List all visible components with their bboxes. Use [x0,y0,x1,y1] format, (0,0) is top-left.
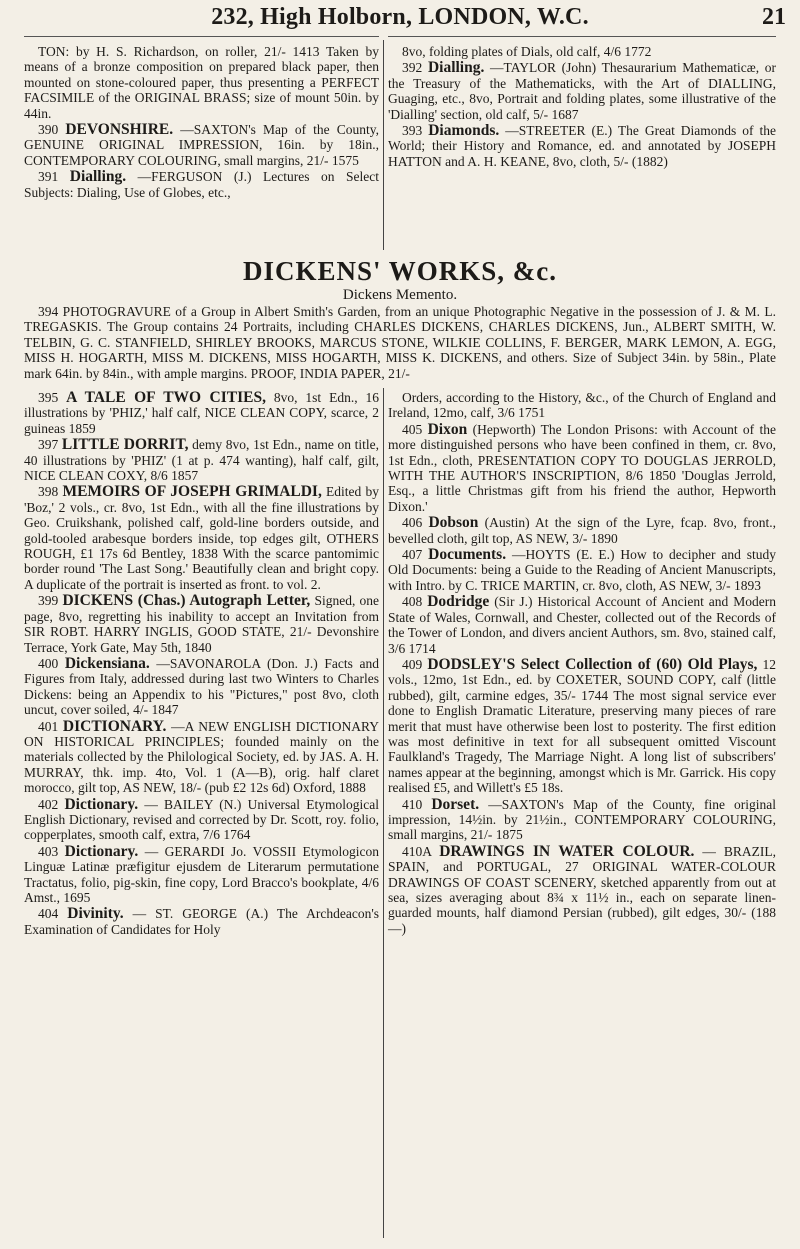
catalogue-entry [24,122,379,168]
catalogue-entry [24,390,379,436]
entry-heading: Dodridge [427,593,490,611]
entry-number: 399 [38,593,63,609]
header-rule-left [24,36,379,37]
entry-heading: Dictionary. [64,842,139,860]
catalogue-entry [388,797,776,843]
entry-text: —HOYTS (E. E.) How to decipher and study Old Documents: being a Guide to the Reading of Ancient Manuscripts, with Intro. by C. TRICE MARTIN, cr. 8vo, cloth, AS NEW, 3/- 1893 [388,547,776,593]
page-number: 21 [762,4,786,30]
catalogue-entry [24,169,379,200]
dickens-section [24,256,776,382]
page-header [0,4,800,32]
catalogue-entry [24,484,379,592]
entry-text: —SAVONAROLA (Don. J.) Facts and Figures from Italy, addressed during last two Winters to Charles Dickens: being an Appendix to his "Pictures," post 8vo, cloth uncut, cover soiled, 4/- 1847 [24,655,379,718]
entry-heading: Dixon [427,420,468,438]
catalogue-entry [24,844,379,906]
right-column [388,390,776,937]
catalogue-entry [24,437,379,483]
entry-heading: Dickensiana. [64,654,150,672]
entry-heading: Documents. [428,546,507,564]
entry-text: —SAXTON's Map of the County, fine original impression, 14½in. by 21½in., CONTEMPORARY COLOURING, small margins, 21/- 1875 [388,796,777,843]
catalogue-entry [24,593,379,655]
left-column [24,390,379,938]
entry-text: Edited by 'Boz,' 2 vols., cr. 8vo, 1st Edn., with all the fine illustrations by Geo. Cruikshank, polished calf, gold-line borders outside, and gold-tooled arabesque borders inside, top edges gilt, OTHERS ROUGH, £1 17s 6d Bentley, 1838 With the scarce pantomimic border round 'The Last Song.' Beautifully clean and bright copy. A duplicate of the portrait is inserted as front. to vol. 2. [24,484,379,592]
entry-text: 12 vols., 12mo, 1st Edn., ed. by COXETER, SOUND COPY, calf (little rubbed), gilt, carmine edges, 35/- 1744 The most signal service ever done to English Dramatic Literature, preserving many pieces of rare merit that must have otherwise been lost to posterity. The first edition was most definitive in text for all subsequent omitted Viscount Faulkland's Tragedy, The Marriage Night. A long list of subscribers' names appear at the beginning, amongst which is Mr. Garrick. His copy realised £5, and Willett's £5 18s. [388,656,776,796]
entry-number: 407 [402,547,429,563]
entry-number: 401 [38,718,63,734]
catalogue-entry [388,844,776,936]
catalogue-entry [24,656,379,718]
entry-number: 410A [402,843,440,859]
entry-text: (Austin) At the sign of the Lyre, fcap. 8vo, front., bevelled cloth, gilt top, AS NEW, 3/- 1890 [388,515,777,546]
entry-number: 406 [402,515,429,531]
catalogue-entry [24,797,379,843]
entry-number: 400 [38,655,65,671]
entry-text: —SAXTON's Map of the County, GENUINE ORIGINAL IMPRESSION, 16in. by 18in., CONTEMPORARY COLOURING, small margins, 21/- 1575 [24,122,380,168]
page-title: 232, High Holborn, LONDON, W.C. [211,4,589,30]
catalogue-entry [388,657,776,796]
entry-number: 392 [402,60,428,76]
entry-heading: Dialling. [427,59,485,77]
top-right-column [388,44,776,170]
entry-heading: DEVONSHIRE. [65,121,174,139]
entry-heading: LITTLE DORRIT, [61,436,189,454]
entry-number: 409 [402,656,428,672]
entry-text: — ST. GEORGE (A.) The Archdeacon's Examination of Candidates for Holy [24,906,380,937]
entry-number: 393 [402,123,429,139]
entry-text: —FERGUSON (J.) Lectures on Select Subjects: Dialing, Use of Globes, etc., [24,169,380,200]
top-left-column [24,44,379,201]
catalogue-entry [24,906,379,937]
entry-text: (Sir J.) Historical Account of Ancient and Modern State of Wales, Cornwall, and Chester, collected out of the Records of the Tower of London, and divers ancient Authors, sm. 8vo, stained calf, 3/6 1714 [388,594,776,656]
entry-number: 390 [38,122,66,138]
entry-text: —STREETER (E.) The Great Diamonds of the World; their History and Romance, ed. and annotated by JOSEPH HATTON and A. H. KEANE, 8vo, cloth, 5/- (1882) [388,123,776,169]
entry-heading: A TALE OF TWO CITIES, [66,389,266,406]
entry-text: —TAYLOR (John) Thesaurarium Mathematicæ, or the Treasury of the Mathematicks, with the Art of DIALLING, Guaging, etc., 8vo, Portrait and folding plates, some illustrative of the 'Dialling' section, old calf, 5/- 1687 [388,60,777,122]
catalogue-entry [388,547,776,593]
catalogue-entry [388,422,776,514]
entry-text: — BAILEY (N.) Universal Etymological English Dictionary, revised and corrected by Dr. Scott, roy. folio, copperplates, smooth calf, extra, 7/6 1764 [24,796,380,843]
catalogue-entry [388,123,776,169]
catalogue-entry [388,44,776,59]
entry-number: 408 [402,594,428,610]
entry-text: 8vo, folding plates of Dials, old calf, 4/6 1772 [402,44,652,59]
entry-text: demy 8vo, 1st Edn., name on title, 40 illustrations by 'PHIZ' (1 at p. 474 wanting), half calf, gilt, NICE CLEAN COXY, 8/6 1857 [24,437,380,484]
entry-heading: Dorset. [431,795,480,813]
entry-text: Signed, one page, 8vo, regretting his inability to accept an Invitation from SIR ROBT. HARRY INGLIS, GOOD STATE, 21/- Devonshire Terrace, York Gate, May 5th, 1840 [24,593,380,655]
entry-text: (Hepworth) The London Prisons: with Account of the more distinguished persons who have been confined in them, cr. 8vo, 1st Edn., cloth, PRESENTATION COPY TO DOUGLAS JERROLD, WITH THE AUTHOR'S INSCRIPTION, 8/6 1850 'Douglas Jerrold, Esq., a little Christmas gift from his friend the author, Hepworth Dixon.' [388,421,777,514]
entry-heading: Divinity. [67,905,124,923]
column-separator-lower [383,388,384,1238]
entry-number: 398 [38,484,63,500]
entry-heading: DODSLEY'S Select Collection of (60) Old Plays, [427,655,758,673]
entry-text: Orders, according to the History, &c., of the Church of England and Ireland, 12mo, calf, 3/6 1751 [388,390,776,421]
column-separator [383,40,384,250]
catalogue-entry [388,515,776,546]
entry-text: — GERARDI Jo. VOSSII Etymologicon Linguæ Latinæ præfigitur ejusdem de Literarum permutatione Tractatus, folio, pig-skin, fine copy, Lord Bracco's bookplate, 4/6 Amst., 1695 [24,843,380,905]
section-heading: DICKENS' WORKS, &c. [242,256,558,286]
entry-text: TON: by H. S. Richardson, on roller, 21/- 1413 Taken by means of a bronze composition on prepared black paper, then mounted on stone-coloured paper, thus presenting a PERFECT FACSIMILE of the ORIGINAL BRASS; size of mount 50in. by 44in. [24,44,379,121]
entry-heading: DICTIONARY. [62,717,167,735]
entry-number: 405 [402,421,428,437]
entry-number: 395 [38,390,67,405]
entry-number: 391 [38,169,70,185]
entry-number: 403 [38,843,65,859]
entry-heading: Dialling. [69,168,127,186]
catalogue-entry [388,60,776,122]
entry-text: — BRAZIL, SPAIN, and PORTUGAL, 27 ORIGINAL WATER-COLOUR DRAWINGS OF COAST SCENERY, sketched apparently from out at sea, sizes averaging about 8¾ x 11½ in., each on separate linen-guarded mounts, half diamond Persian (rubbed), gilt edges, 30/- (188—) [388,843,776,936]
catalogue-entry [388,390,776,421]
entry-heading: Diamonds. [428,122,500,140]
entry-text: 8vo, 1st Edn., 16 illustrations by 'PHIZ,' half calf, NICE CLEAN COPY, scarce, 2 guineas 1859 [24,390,379,436]
entry-heading: Dictionary. [64,795,139,813]
entry-number: 410 [402,796,432,812]
entry-heading: DICKENS (Chas.) Autograph Letter, [62,592,311,610]
section-subheading: Dickens Memento. [342,287,458,303]
catalogue-entry [24,44,379,121]
entry-text: —A NEW ENGLISH DICTIONARY ON HISTORICAL PRINCIPLES; founded mainly on the materials collected by the Philological Society, ed. by JAS. A. H. MURRAY, thk. imp. 4to, Vol. 1 (A—B), orig. half claret morocco, gilt top, AS NEW, 18/- (pub £2 12s 6d) Oxford, 1888 [24,718,380,796]
entry-number: 404 [38,906,68,922]
entry-heading: Dobson [428,514,479,532]
entry-number: 402 [38,796,65,812]
catalogue-entry [388,594,776,656]
entry-394: 394 PHOTOGRAVURE of a Group in Albert Smith's Garden, from an unique Photographic Negative in the possession of J. & M. L. TREGASKIS. The Group contains 24 Portraits, including CHARLES DICKENS, CHARLES DICKENS, Jun., ALBERT SMITH, W. TELBIN, G. C. STANFIELD, SHIRLEY BROOKS, MARCUS STONE, WILKIE COLLINS, F. BERGER, MARK LEMON, A. EGG, MISS H. HOGARTH, MISS M. DICKENS, MISS HOGARTH, MISS K. DICKENS, and others. Size of Subject 34in. by 58in., Plate mark 64in. by 84in., with ample margins. PROOF, INDIA PAPER, 21/- [24,304,776,381]
header-rule-right [388,36,776,37]
entry-number: 397 [38,437,62,453]
catalogue-entry [24,719,379,796]
entry-heading: MEMOIRS OF JOSEPH GRIMALDI, [62,483,322,501]
entry-heading: DRAWINGS IN WATER COLOUR. [439,842,695,860]
